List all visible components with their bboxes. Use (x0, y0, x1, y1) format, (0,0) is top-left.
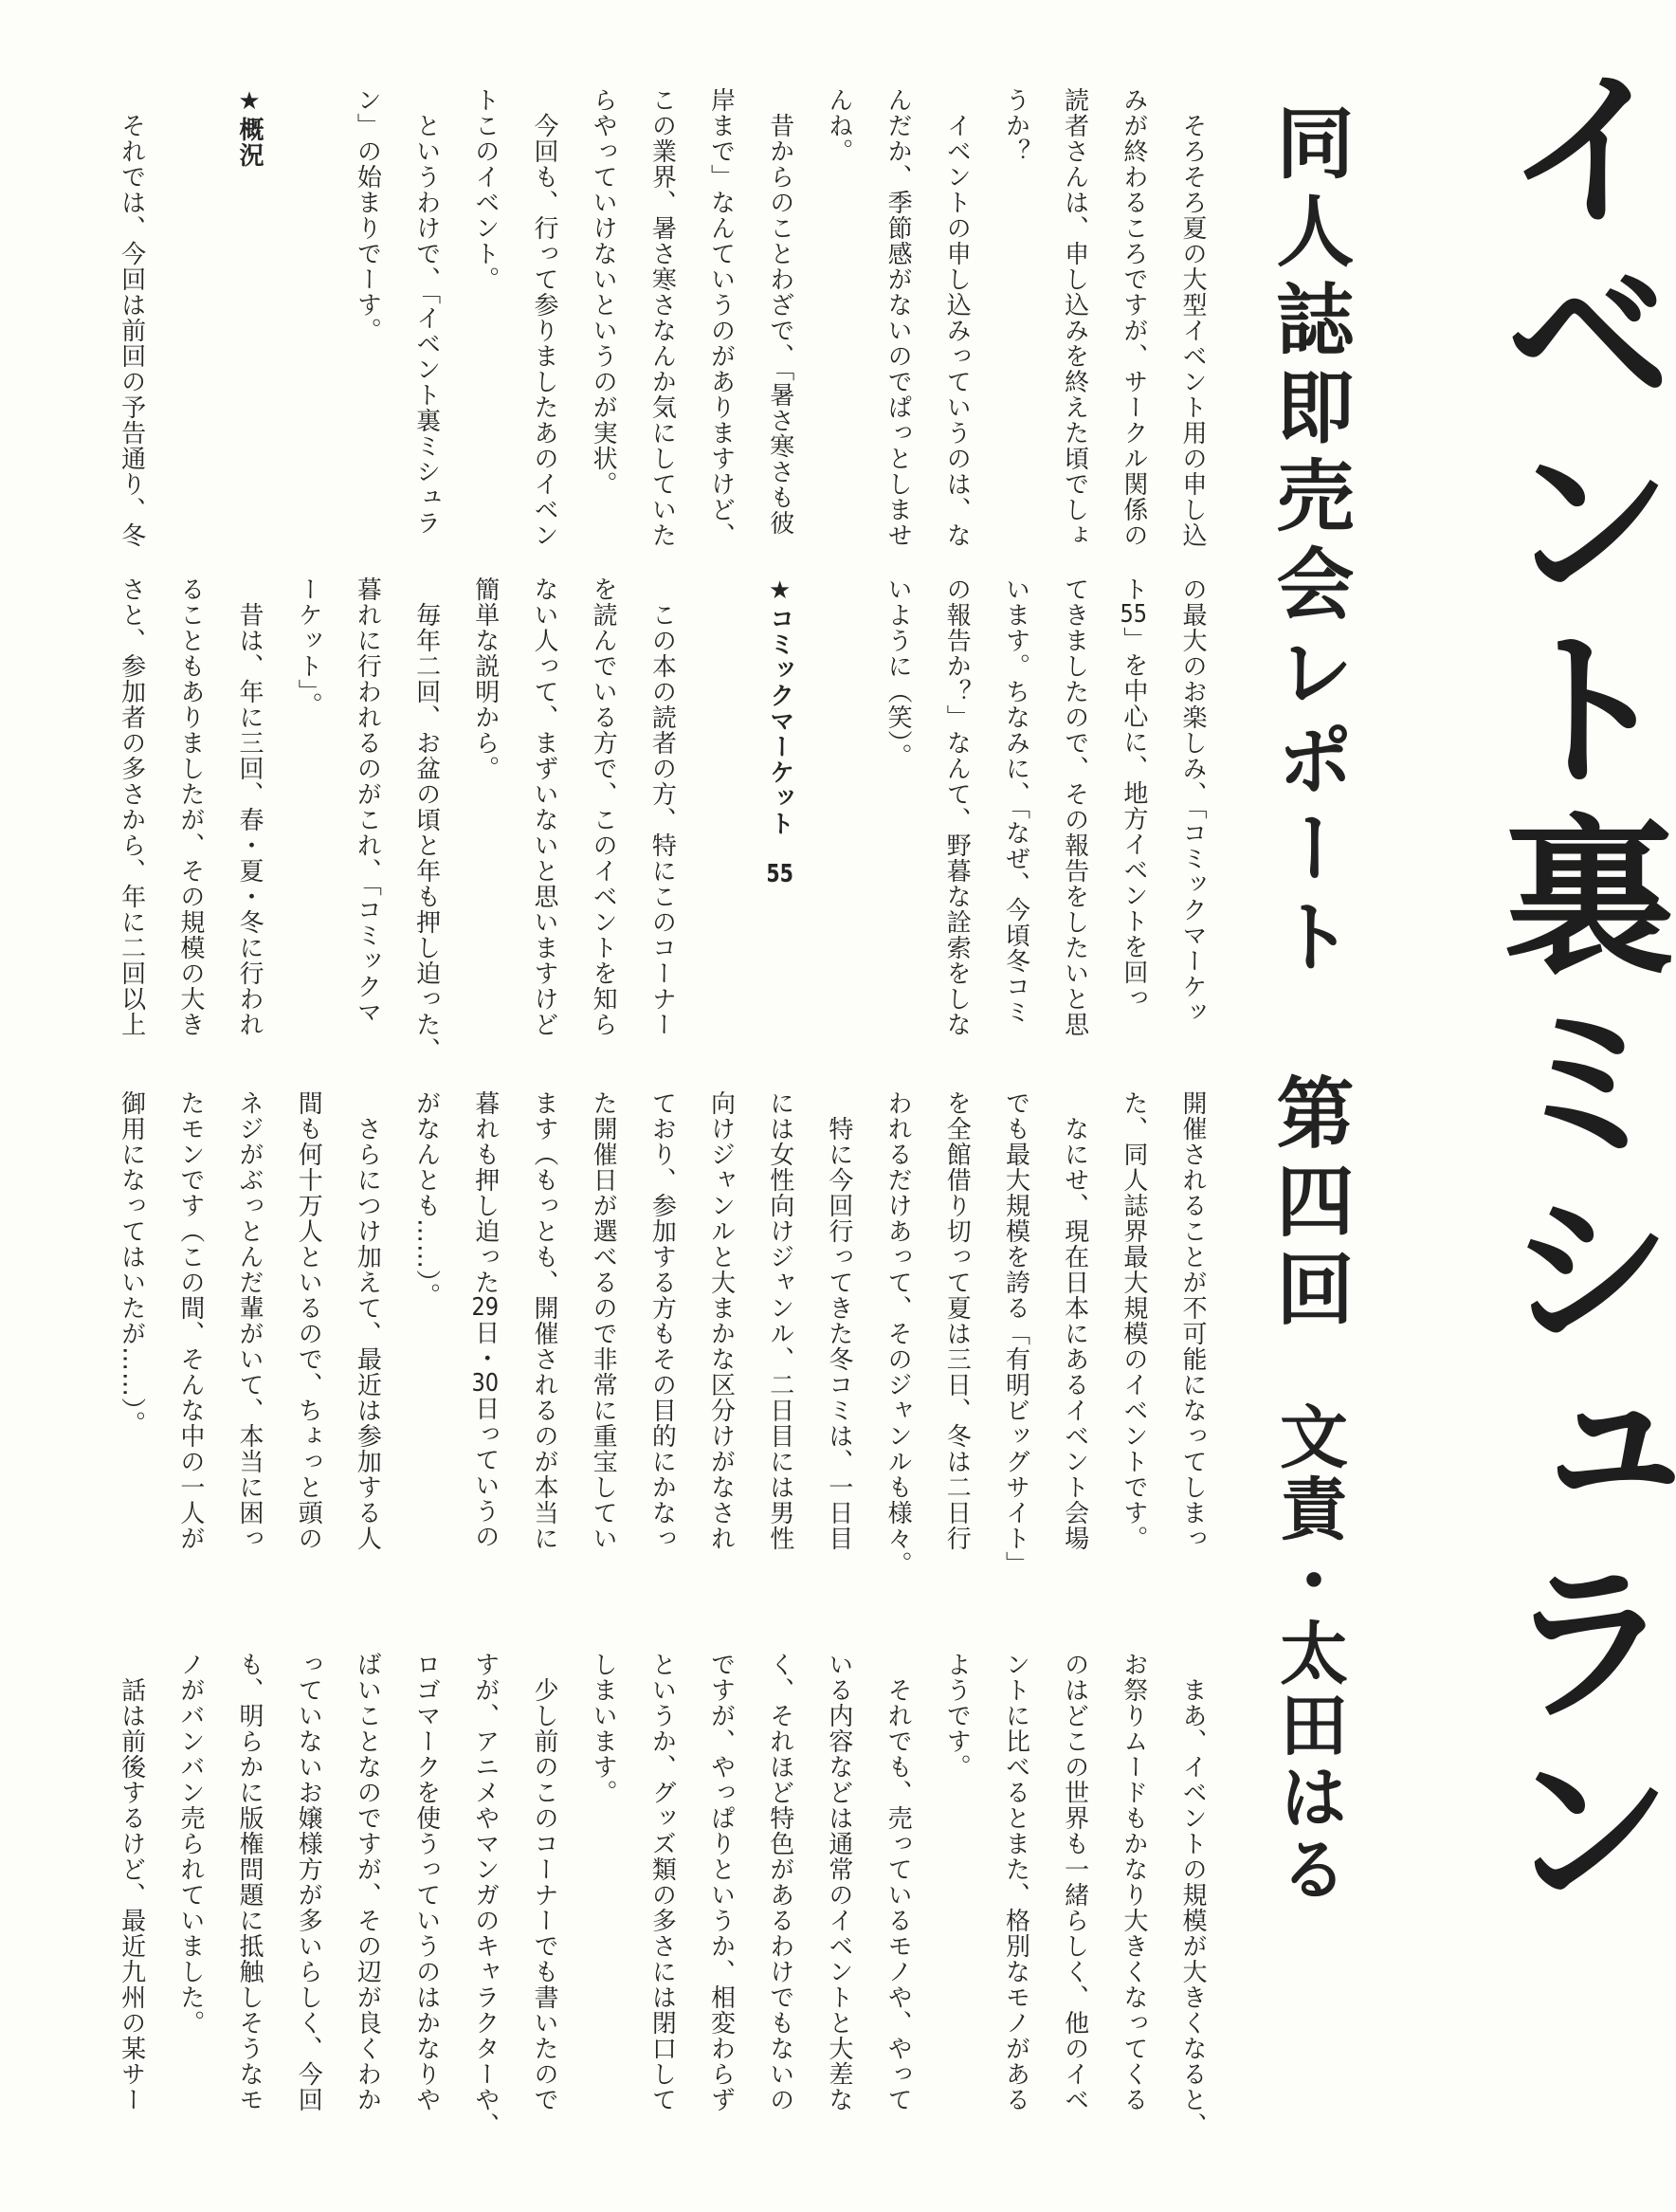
text-line: なにせ、現在日本にあるイベント会場 (1060, 1090, 1089, 1551)
text-line: トこのイベント。 (470, 87, 500, 292)
text-line: を読んでいる方で、このイベントを知ら (589, 576, 618, 1037)
text-line: を全館借り切って夏は三日、冬は二日行 (942, 1090, 972, 1551)
text-line: らやっていけないというのが実状。 (589, 87, 618, 497)
text-line: すが、アニメやマンガのキャラクターや、 (470, 1652, 500, 2138)
text-tier-1 (101, 87, 1222, 561)
text-line: さと、参加者の多さから、年に二回以上 (117, 576, 146, 1037)
text-line: 特に今回行ってきた冬コミは、一日目 (824, 1090, 853, 1551)
text-line: ーケット」。 (294, 576, 323, 718)
text-line: ます（もっとも、開催されるのが本当に (529, 1090, 558, 1551)
blank-line (810, 576, 868, 1051)
number: 55 (1120, 602, 1148, 627)
text-line: しまいます。 (589, 1652, 618, 1805)
text-line: というわけで、「イベント裏ミシュラ (411, 87, 441, 536)
text-line: 簡単な説明から。 (470, 576, 500, 781)
text-line: この本の読者の方、特にこのコーナー (647, 576, 677, 1037)
text-line: の最大のお楽しみ、「コミックマーケッ (1178, 576, 1207, 1025)
text-line: のはどこの世界も一緒らしく、他のイベ (1060, 1652, 1089, 2112)
text-line: ネジがぶっとんだ輩がいて、本当に困っ (235, 1090, 264, 1551)
text-line: んね。 (824, 87, 853, 164)
text-line: ており、参加する方もその目的にかなっ (647, 1090, 677, 1551)
text-line: がなんとも……）。 (411, 1090, 441, 1308)
text-line: まあ、イベントの規模が大きくなると、 (1178, 1652, 1207, 2138)
article-subtitle: 同人誌即売会レポート 第四回 (1264, 102, 1354, 1337)
text-line: ばいことなのですが、その辺が良くわか (353, 1652, 382, 2112)
blank-line (691, 576, 750, 1051)
author-byline: 文責・太田はる (1268, 1401, 1348, 1906)
text-line: 間も何十万人といるので、ちょっと頭の (294, 1090, 323, 1551)
text-tier-2 (101, 576, 1222, 1063)
text-tier-3 (101, 1090, 1222, 1577)
text-line: の報告か？」なんて、野暮な詮索をしな (942, 576, 972, 1037)
text-line: んだか、季節感がないのでぱっとしませ (884, 87, 913, 548)
text-line: には女性向けジャンル、二日目には男性 (765, 1090, 794, 1551)
text-line: そろそろ夏の大型イベント用の申し込 (1178, 87, 1207, 548)
blank-line (161, 87, 220, 561)
text-line: ようです。 (942, 1652, 972, 1780)
text-line: います。ちなみに、「なぜ、今頃冬コミ (1001, 576, 1030, 1025)
text-line: それでも、売っているモノや、やって (884, 1652, 913, 2112)
number: 29 (471, 1295, 500, 1320)
text-tier-4 (101, 1652, 1222, 2138)
text-line: うか？ (1001, 87, 1030, 164)
text-line: た開催日が選べるので非常に重宝してい (589, 1090, 618, 1551)
text-line: というか、グッズ類の多さには閉口して (647, 1652, 677, 2112)
section-heading: ★概況 (235, 87, 264, 168)
text-line: も、明らかに版権問題に抵触しそうなモ (235, 1652, 264, 2112)
number: 30 (471, 1371, 500, 1396)
text-line: 話は前後するけど、最近九州の某サー (117, 1652, 146, 2112)
text-line: ン」の始まりでーす。 (353, 87, 382, 343)
text-line: ロゴマークを使うっていうのはかなりや (411, 1652, 441, 2112)
text-line: ントに比べるとまた、格別なモノがある (1001, 1652, 1030, 2112)
text-line: さらにつけ加えて、最近は参加する人 (353, 1090, 382, 1551)
text-line: 暮れも押し迫った29日・30日っていうの (470, 1090, 500, 1549)
section-heading: ★コミックマーケット 55 (765, 576, 794, 887)
text-line: 少し前のこのコーナーでも書いたので (529, 1652, 558, 2112)
text-line: 昔は、年に三回、春・夏・冬に行われ (235, 576, 264, 1037)
blank-line (279, 87, 337, 561)
text-line: 読者さんは、申し込みを終えた頃でしょ (1060, 87, 1089, 548)
text-line: 岸まで」なんていうのがありますけど、 (706, 87, 736, 548)
text-line: てきましたので、その報告をしたいと思 (1060, 576, 1089, 1037)
text-line: ですが、やっぱりというか、相変わらず (706, 1652, 736, 2112)
text-line: 今回も、行って参りましたあのイベン (529, 87, 558, 548)
text-line: ることもありましたが、その規模の大き (175, 576, 205, 1037)
text-line: ト55」を中心に、地方イベントを回っ (1119, 576, 1148, 1011)
text-line: この業界、暑さ寒さなんか気にしていた (647, 87, 677, 548)
article-title: イベント裏ミシュラン (1474, 59, 1676, 1927)
text-line: ノがバンバン売られていました。 (175, 1652, 205, 2036)
text-line: 暮れに行われるのがこれ、「コミックマ (353, 576, 382, 1025)
text-line: いる内容などは通常のイベントと大差な (824, 1652, 853, 2112)
text-line: 毎年二回、お盆の頃と年も押し迫った、 (411, 576, 441, 1063)
text-line: いように（笑）。 (884, 576, 913, 769)
text-line: たモンです（この間、そんな中の一人が (175, 1090, 205, 1551)
number: 55 (766, 862, 793, 887)
text-line: イベントの申し込みっていうのは、な (942, 87, 972, 548)
text-line: ない人って、まずいないと思いますけど (529, 576, 558, 1037)
text-line: た、同人誌界最大規模のイベントです。 (1119, 1090, 1148, 1551)
text-line: 昔からのことわざで、「暑さ寒さも彼 (765, 87, 794, 536)
text-line: お祭りムードもかなり大きくなってくる (1119, 1652, 1148, 2112)
text-line: 向けジャンルと大まかな区分けがなされ (706, 1090, 736, 1551)
text-line: それでは、今回は前回の予告通り、冬 (117, 87, 146, 548)
text-line: 御用になってはいたが……）。 (117, 1090, 146, 1436)
text-line: みが終わるころですが、サークル関係の (1119, 87, 1148, 548)
text-line: われるだけあって、そのジャンルも様々。 (884, 1090, 913, 1577)
text-line: 開催されることが不可能になってしまっ (1178, 1090, 1207, 1551)
text-line: く、それほど特色があるわけでもないの (765, 1652, 794, 2112)
text-line: っていないお嬢様方が多いらしく、今回 (294, 1652, 323, 2112)
text-line: でも最大規模を誇る「有明ビッグサイト」 (1001, 1090, 1030, 1577)
